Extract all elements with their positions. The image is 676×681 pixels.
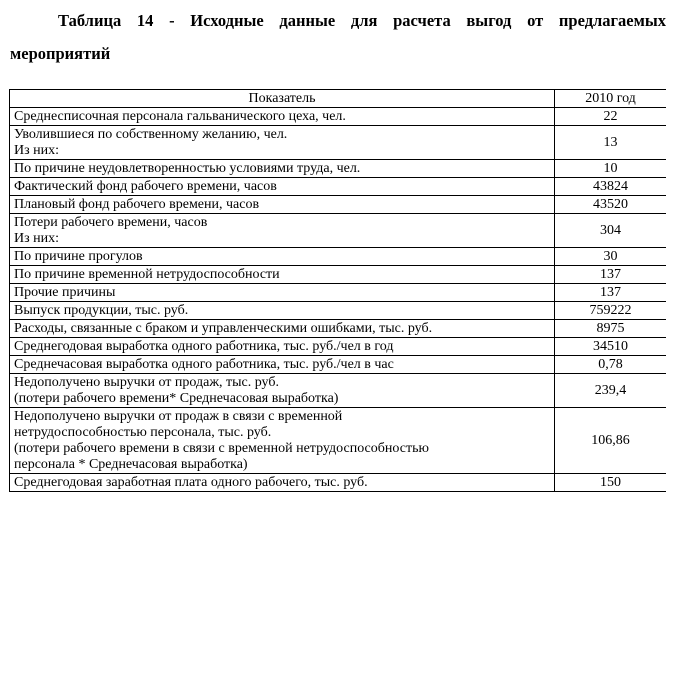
table-row bbox=[10, 374, 667, 408]
indicator-cell bbox=[10, 160, 555, 178]
value-cell: 150 bbox=[600, 475, 621, 490]
table-header-row bbox=[10, 90, 667, 108]
table-caption bbox=[10, 4, 666, 70]
caption-line-1: Таблица 14 - Исходные данные для расчета выгод от предлагаемых bbox=[58, 11, 666, 30]
table-row bbox=[10, 408, 667, 474]
caption-line-2: мероприятий bbox=[10, 44, 111, 63]
indicator-cell bbox=[10, 214, 555, 248]
table-row bbox=[10, 108, 667, 126]
indicator-cell bbox=[10, 266, 555, 284]
indicator-cell bbox=[10, 126, 555, 160]
table-row bbox=[10, 126, 667, 160]
table-row bbox=[10, 338, 667, 356]
indicator-text: Плановый фонд рабочего времени, часов bbox=[14, 197, 260, 212]
table-row bbox=[10, 302, 667, 320]
value-cell: 34510 bbox=[593, 339, 628, 354]
value-cell: 13 bbox=[603, 135, 618, 150]
table-row bbox=[10, 196, 667, 214]
indicator-text: По причине неудовлетворенностью условиями труда, чел. bbox=[14, 161, 361, 176]
table-row bbox=[10, 214, 667, 248]
value-cell: 106,86 bbox=[591, 433, 630, 448]
indicator-cell bbox=[10, 320, 555, 338]
indicator-text: Среднесписочная персонала гальванического цеха, чел. bbox=[14, 109, 346, 124]
indicator-text: Среднечасовая выработка одного работника, тыс. руб./чел в час bbox=[14, 357, 394, 372]
value-cell: 759222 bbox=[589, 303, 632, 318]
table-row bbox=[10, 356, 667, 374]
indicator-text: Среднегодовая выработка одного работника, тыс. руб./чел в год bbox=[14, 339, 394, 354]
indicator-cell bbox=[10, 474, 555, 492]
table-row bbox=[10, 178, 667, 196]
indicator-text: Недополучено выручки от продаж в связи с временной bbox=[14, 409, 343, 424]
indicator-text: (потери рабочего времени* Среднечасовая выработка) bbox=[14, 391, 339, 406]
table-row bbox=[10, 320, 667, 338]
indicator-text: Из них: bbox=[14, 143, 60, 158]
value-cell: 137 bbox=[600, 285, 621, 300]
table-row bbox=[10, 284, 667, 302]
value-cell: 43520 bbox=[593, 197, 628, 212]
table-row bbox=[10, 248, 667, 266]
indicator-cell bbox=[10, 356, 555, 374]
indicator-cell bbox=[10, 108, 555, 126]
value-cell: 137 bbox=[600, 267, 621, 282]
indicator-text: Выпуск продукции, тыс. руб. bbox=[14, 303, 189, 318]
value-cell: 22 bbox=[603, 109, 618, 124]
indicator-text: По причине прогулов bbox=[14, 249, 143, 264]
indicator-text: Расходы, связанные с браком и управленческими ошибками, тыс. руб. bbox=[14, 321, 433, 336]
indicator-cell bbox=[10, 338, 555, 356]
table-row bbox=[10, 266, 667, 284]
value-cell: 8975 bbox=[596, 321, 625, 336]
indicator-cell bbox=[10, 284, 555, 302]
indicator-text: Прочие причины bbox=[14, 285, 116, 300]
table-row bbox=[10, 474, 667, 492]
indicator-cell bbox=[10, 178, 555, 196]
table-row bbox=[10, 160, 667, 178]
header-indicator: Показатель bbox=[10, 90, 555, 108]
indicator-cell bbox=[10, 408, 555, 474]
value-cell: 30 bbox=[603, 249, 618, 264]
indicator-text: Уволившиеся по собственному желанию, чел. bbox=[14, 127, 288, 142]
indicator-text: (потери рабочего времени в связи с временной нетрудоспособностью bbox=[14, 441, 429, 456]
value-cell: 0,78 bbox=[598, 357, 623, 372]
indicator-text: По причине временной нетрудоспособности bbox=[14, 267, 280, 282]
indicator-text: Недополучено выручки от продаж, тыс. руб. bbox=[14, 375, 279, 390]
indicator-cell bbox=[10, 248, 555, 266]
indicator-text: нетрудоспособностью персонала, тыс. руб. bbox=[14, 425, 272, 440]
indicator-text: Из них: bbox=[14, 231, 60, 246]
source-data-table bbox=[9, 89, 666, 492]
indicator-cell bbox=[10, 374, 555, 408]
indicator-cell bbox=[10, 196, 555, 214]
value-cell: 43824 bbox=[593, 179, 628, 194]
indicator-text: Среднегодовая заработная плата одного рабочего, тыс. руб. bbox=[14, 475, 368, 490]
indicator-text: персонала * Среднечасовая выработка) bbox=[14, 457, 248, 472]
value-cell: 239,4 bbox=[594, 383, 627, 398]
value-cell: 10 bbox=[603, 161, 618, 176]
header-year: 2010 год bbox=[585, 91, 636, 106]
indicator-cell bbox=[10, 302, 555, 320]
indicator-text: Фактический фонд рабочего времени, часов bbox=[14, 179, 277, 194]
value-cell: 304 bbox=[600, 223, 621, 238]
indicator-text: Потери рабочего времени, часов bbox=[14, 215, 208, 230]
